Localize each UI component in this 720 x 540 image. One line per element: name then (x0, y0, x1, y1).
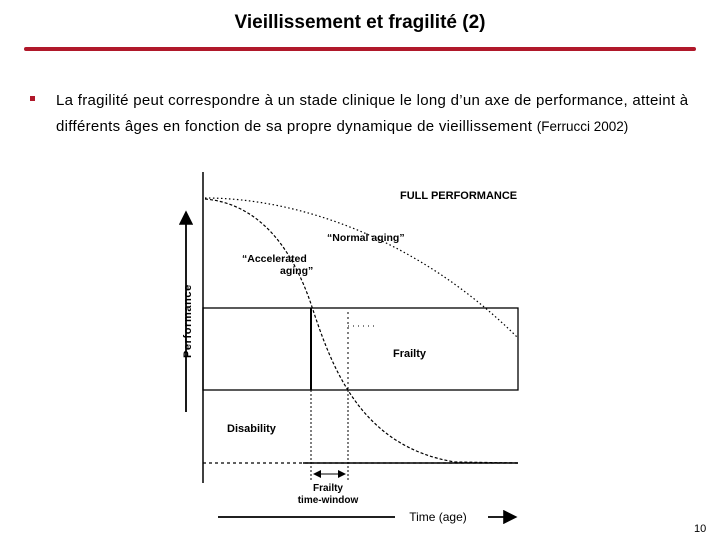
disability-label: Disability (227, 423, 276, 435)
normal-aging-label: “Normal aging” (327, 232, 405, 244)
frailty-window-label-1: Frailty (312, 483, 344, 494)
slide-title: Vieillissement et fragilité (2) (234, 12, 486, 33)
bullet-citation: (Ferrucci 2002) (536, 119, 629, 134)
bullet-body: La fragilité peut correspondre à un stade clinique le long d’un axe de performance, atteint à différents âges en fonction de sa propre dynamique de vieillissement (56, 92, 689, 135)
page-number: 10 (694, 523, 707, 535)
frailty-label: Frailty (393, 348, 427, 360)
frailty-window-label-2: time-window (297, 495, 359, 506)
full-performance-label: FULL PERFORMANCE (400, 190, 518, 202)
accelerated-aging-label-1: “Accelerated (242, 253, 307, 265)
frailty-zone-box (203, 308, 518, 390)
normal-aging-curve (205, 198, 518, 338)
time-axis-label: Time (age) (409, 510, 467, 524)
accelerated-aging-label-2: aging” (280, 265, 314, 277)
performance-axis-label: Performance (182, 284, 194, 358)
